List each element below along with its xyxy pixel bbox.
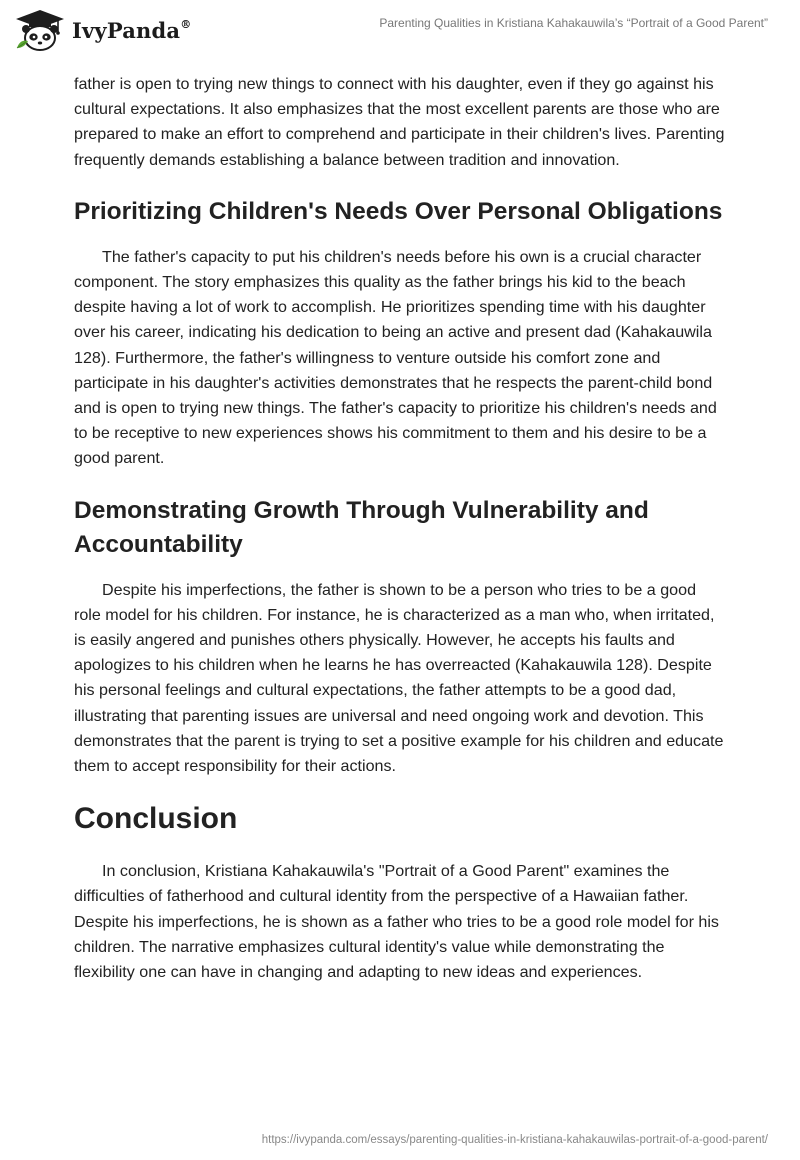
section-paragraph-conclusion: In conclusion, Kristiana Kahakauwila's "Portrait of a Good Parent" examines the difficulties of fatherhood and cultural identity from the perspective of a Hawaiian father. Despite his imperfections, he is shown as a father who tries to be a good role model for his children. The narrative emphasizes cultural identity's value while demonstrating the flexibility one can have in changing and adapting to new ideas and experiences. — [74, 862, 719, 982]
section-paragraph-growth: Despite his imperfections, the father is shown to be a person who tries to be a good role model for his children. For instance, he is characterized as a man who, when irritated, is easily angered and punishes others physically. However, he accepts his faults and apologizes to his children when he learns he has overreacted (Kahakauwila 128). Despite his personal feelings and cultural expectations, the father attempts to be a good dad, illustrating that parenting issues are universal and need ongoing work and devotion. This demonstrates that the parent is trying to set a positive example for his children and educate them to accept responsibility for their actions. — [74, 580, 724, 776]
document-title: Parenting Qualities in Kristiana Kahakauwila’s “Portrait of a Good Parent” — [379, 16, 768, 30]
section-heading-conclusion: Conclusion — [74, 802, 238, 836]
source-url[interactable]: https://ivypanda.com/essays/parenting-qualities-in-kristiana-kahakauwilas-portrait-of-a-good-parent/ — [261, 1134, 768, 1146]
essay-content — [74, 72, 726, 985]
panda-graduate-icon — [14, 8, 66, 52]
section-paragraph-priorities: The father's capacity to put his children's needs before his own is a crucial character component. The story emphasizes this quality as the father brings his kid to the beach despite having a lot of work to accomplish. He prioritizes spending time with his daughter over his career, indicating his dedication to being an active and present dad (Kahakauwila 128). Furthermore, the father's willingness to venture outside his comfort zone and participate in his daughter's activities demonstrates that he respects the parent-child bond and is open to trying new things. The father's capacity to prioritize his children's needs and to be receptive to new experiences shows his commitment to them and his desire to be a good parent. — [74, 247, 717, 468]
page-header — [0, 0, 800, 64]
intro-paragraph: father is open to trying new things to connect with his daughter, even if they go against his cultural expectations. It also emphasizes that the most excellent parents are those who are prepared to make an effort to comprehend and participate in their children's lives. Parenting frequently demands establishing a balance between tradition and innovation. — [74, 75, 725, 169]
ivypanda-logo[interactable] — [14, 8, 191, 52]
registered-mark: ® — [180, 17, 192, 31]
section-heading-priorities: Prioritizing Children's Needs Over Personal Obligations — [74, 197, 723, 225]
section-heading-growth: Demonstrating Growth Through Vulnerability and Accountability — [74, 496, 649, 558]
brand-name: IvyPanda® — [72, 17, 192, 43]
